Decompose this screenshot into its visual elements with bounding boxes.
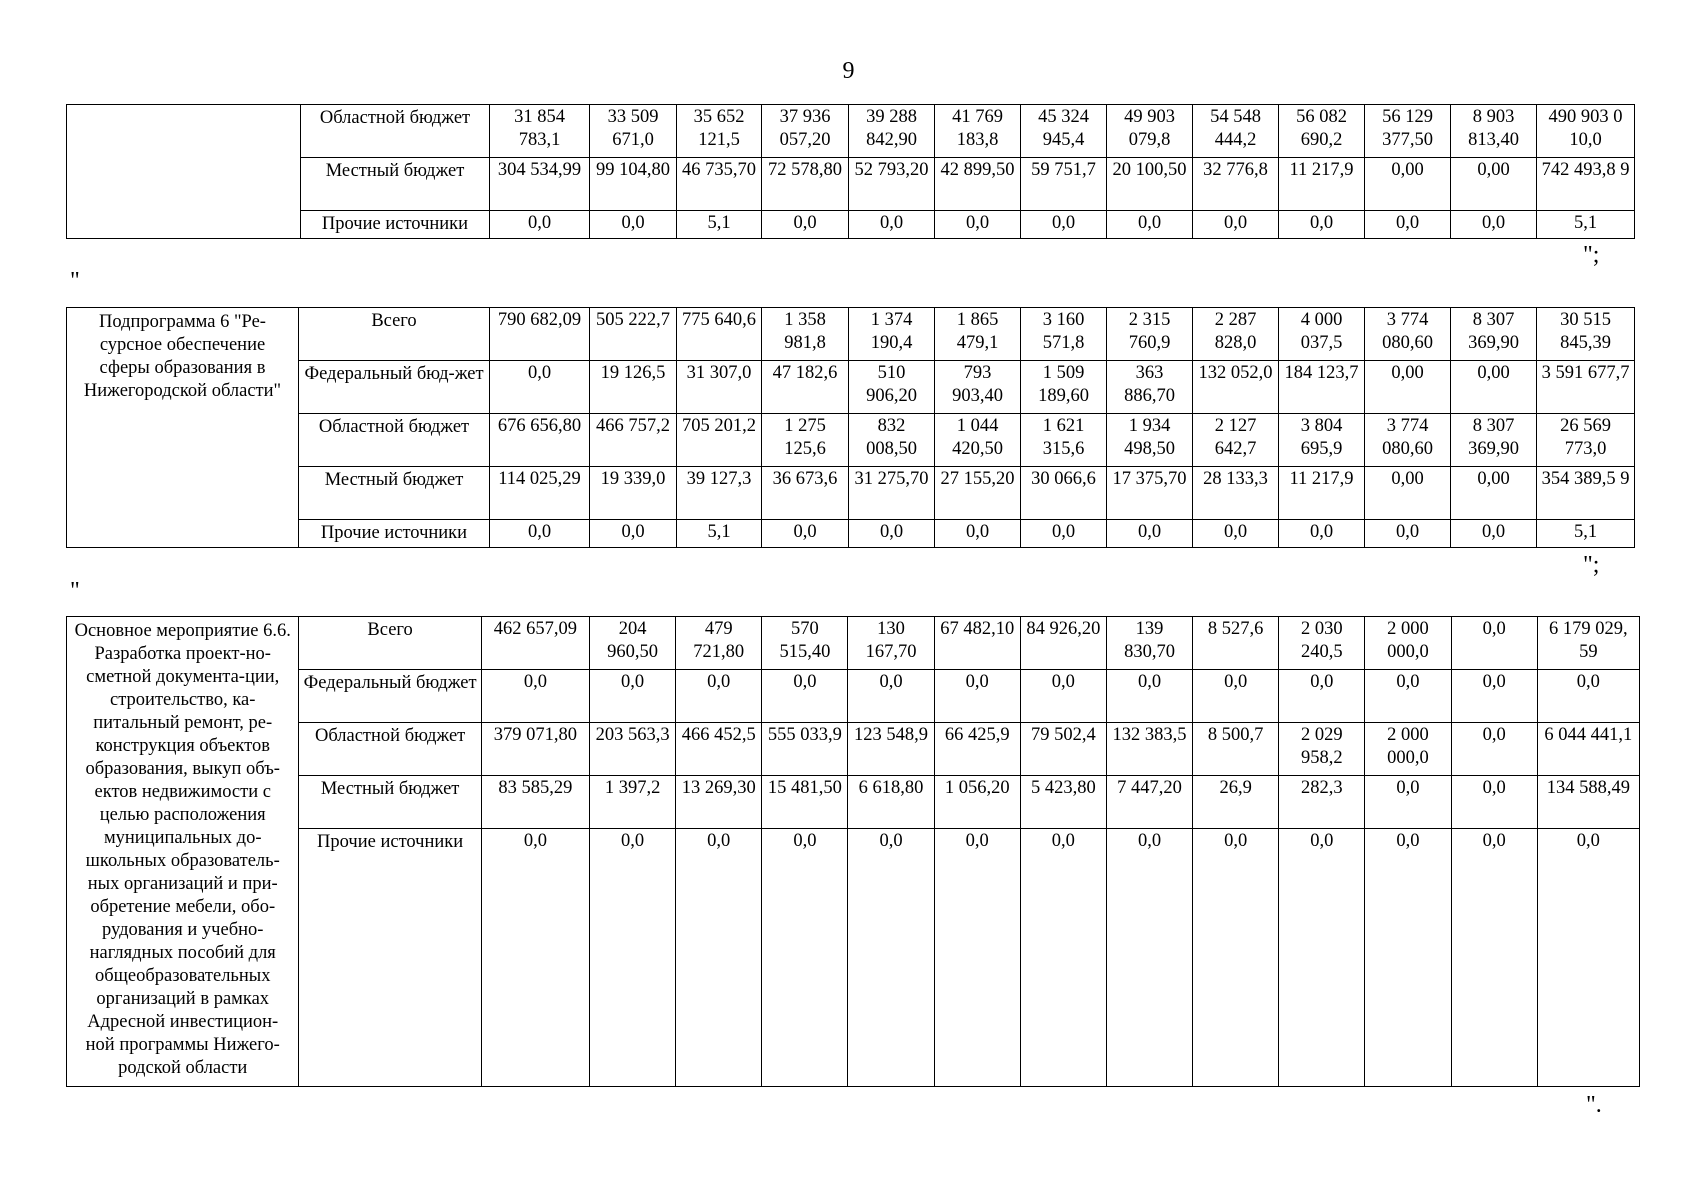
total-value-cell: 26 569 773,0 (1537, 414, 1635, 467)
year-value-cell: 31 854 783,1 (490, 105, 590, 158)
year-value-cell: 0,00 (1451, 158, 1537, 211)
funding-source-cell: Федеральный бюджет (299, 670, 481, 723)
year-value-cell: 0,0 (848, 670, 934, 723)
year-value-cell: 505 222,7 (590, 308, 677, 361)
total-value-cell: 6 044 441,1 (1537, 723, 1639, 776)
year-value-cell: 1 865 479,1 (935, 308, 1021, 361)
total-value-cell: 0,0 (1537, 829, 1639, 1087)
year-value-cell: 2 315 760,9 (1107, 308, 1193, 361)
year-value-cell: 0,0 (1107, 520, 1193, 548)
year-value-cell: 0,0 (849, 520, 935, 548)
year-value-cell: 123 548,9 (848, 723, 934, 776)
year-value-cell: 832 008,50 (849, 414, 935, 467)
year-value-cell: 379 071,80 (481, 723, 589, 776)
year-value-cell: 0,0 (934, 670, 1020, 723)
year-value-cell: 132 052,0 (1193, 361, 1279, 414)
program-name-cell (67, 105, 301, 239)
total-value-cell: 6 179 029, 59 (1537, 617, 1639, 670)
year-value-cell: 5,1 (677, 211, 762, 239)
year-value-cell: 1 374 190,4 (849, 308, 935, 361)
year-value-cell: 3 774 080,60 (1365, 308, 1451, 361)
year-value-cell: 0,0 (1451, 617, 1537, 670)
year-value-cell: 2 000 000,0 (1365, 723, 1451, 776)
year-value-cell: 0,00 (1451, 467, 1537, 520)
year-value-cell: 2 127 642,7 (1193, 414, 1279, 467)
year-value-cell: 676 656,80 (490, 414, 590, 467)
year-value-cell: 46 735,70 (677, 158, 762, 211)
year-value-cell: 0,00 (1365, 158, 1451, 211)
year-value-cell: 31 275,70 (849, 467, 935, 520)
year-value-cell: 8 903 813,40 (1451, 105, 1537, 158)
year-value-cell: 1 056,20 (934, 776, 1020, 829)
total-value-cell: 490 903 0 10,0 (1537, 105, 1635, 158)
year-value-cell: 775 640,6 (677, 308, 762, 361)
year-value-cell: 0,0 (676, 829, 762, 1087)
year-value-cell: 19 126,5 (590, 361, 677, 414)
year-value-cell: 35 652 121,5 (677, 105, 762, 158)
year-value-cell: 0,00 (1451, 361, 1537, 414)
year-value-cell: 0,0 (762, 520, 849, 548)
closing-quote: "; (1583, 242, 1600, 268)
year-value-cell: 8 500,7 (1193, 723, 1279, 776)
table-row (67, 723, 1640, 776)
year-value-cell: 2 030 240,5 (1279, 617, 1365, 670)
year-value-cell: 37 936 057,20 (762, 105, 849, 158)
year-value-cell: 1 934 498,50 (1107, 414, 1193, 467)
year-value-cell: 66 425,9 (934, 723, 1020, 776)
year-value-cell: 184 123,7 (1279, 361, 1365, 414)
table-row (67, 776, 1640, 829)
total-value-cell: 30 515 845,39 (1537, 308, 1635, 361)
table-row (67, 829, 1640, 1087)
year-value-cell: 2 029 958,2 (1279, 723, 1365, 776)
year-value-cell: 1 397,2 (589, 776, 675, 829)
year-value-cell: 0,0 (1020, 829, 1106, 1087)
year-value-cell: 705 201,2 (677, 414, 762, 467)
year-value-cell: 0,0 (1279, 670, 1365, 723)
year-value-cell: 1 621 315,6 (1021, 414, 1107, 467)
table-row (67, 414, 1635, 467)
year-value-cell: 282,3 (1279, 776, 1365, 829)
year-value-cell: 130 167,70 (848, 617, 934, 670)
year-value-cell: 0,0 (1021, 211, 1107, 239)
year-value-cell: 0,0 (1365, 776, 1451, 829)
year-value-cell: 56 129 377,50 (1365, 105, 1451, 158)
funding-source-cell: Прочие источники (301, 211, 490, 239)
financing-table-1 (66, 104, 1635, 239)
year-value-cell: 0,0 (1020, 670, 1106, 723)
table-row (67, 361, 1635, 414)
closing-quote: "; (1583, 552, 1600, 578)
year-value-cell: 0,0 (1451, 211, 1537, 239)
year-value-cell: 0,0 (849, 211, 935, 239)
year-value-cell: 54 548 444,2 (1193, 105, 1279, 158)
year-value-cell: 0,0 (762, 829, 848, 1087)
year-value-cell: 0,0 (490, 520, 590, 548)
table-row (67, 520, 1635, 548)
year-value-cell: 49 903 079,8 (1107, 105, 1193, 158)
year-value-cell: 11 217,9 (1279, 158, 1365, 211)
table-row (67, 617, 1640, 670)
year-value-cell: 0,0 (676, 670, 762, 723)
year-value-cell: 19 339,0 (590, 467, 677, 520)
year-value-cell: 363 886,70 (1107, 361, 1193, 414)
year-value-cell: 0,0 (590, 520, 677, 548)
year-value-cell: 132 383,5 (1106, 723, 1192, 776)
year-value-cell: 555 033,9 (762, 723, 848, 776)
year-value-cell: 0,0 (589, 670, 675, 723)
total-value-cell: 3 591 677,7 (1537, 361, 1635, 414)
year-value-cell: 0,0 (1279, 211, 1365, 239)
year-value-cell: 203 563,3 (589, 723, 675, 776)
total-value-cell: 5,1 (1537, 211, 1635, 239)
year-value-cell: 0,0 (1365, 829, 1451, 1087)
table-row (67, 670, 1640, 723)
year-value-cell: 13 269,30 (676, 776, 762, 829)
year-value-cell: 39 288 842,90 (849, 105, 935, 158)
year-value-cell: 0,0 (1365, 670, 1451, 723)
year-value-cell: 5,1 (677, 520, 762, 548)
table-row (67, 158, 1635, 211)
year-value-cell: 45 324 945,4 (1021, 105, 1107, 158)
year-value-cell: 0,0 (1451, 670, 1537, 723)
year-value-cell: 0,0 (848, 829, 934, 1087)
year-value-cell: 0,0 (1279, 829, 1365, 1087)
year-value-cell: 0,0 (1451, 723, 1537, 776)
year-value-cell: 0,00 (1365, 361, 1451, 414)
year-value-cell: 0,0 (935, 520, 1021, 548)
year-value-cell: 0,0 (1193, 670, 1279, 723)
year-value-cell: 72 578,80 (762, 158, 849, 211)
year-value-cell: 3 160 571,8 (1021, 308, 1107, 361)
program-name-cell: Основное мероприятие 6.6. Разработка проект-но-сметной документа-ции, строительство, ка-питальный ремонт, ре-конструкция объектов образования, выкуп объ-ектов недвижимости с целью расположения муниципальных до-школьных образователь-ных организаций и при-обретение мебели, обо-рудования и учебно-наглядных пособий для общеобразовательных организаций в рамках Адресной инвестицион-ной программы Нижего-родской области (67, 617, 299, 1087)
year-value-cell: 0,0 (1365, 211, 1451, 239)
year-value-cell: 31 307,0 (677, 361, 762, 414)
year-value-cell: 0,0 (1107, 211, 1193, 239)
funding-source-cell: Федеральный бюд-жет (299, 361, 490, 414)
funding-source-cell: Всего (299, 308, 490, 361)
year-value-cell: 33 509 671,0 (590, 105, 677, 158)
total-value-cell: 0,0 (1537, 670, 1639, 723)
year-value-cell: 1 044 420,50 (935, 414, 1021, 467)
closing-quote: ". (1586, 1092, 1602, 1118)
year-value-cell: 0,0 (1193, 829, 1279, 1087)
table-row (67, 467, 1635, 520)
year-value-cell: 42 899,50 (935, 158, 1021, 211)
program-name-cell: Подпрограмма 6 "Ре-сурсное обеспечение сферы образования в Нижегородской области" (67, 308, 299, 548)
year-value-cell: 0,0 (1365, 520, 1451, 548)
year-value-cell: 304 534,99 (490, 158, 590, 211)
year-value-cell: 47 182,6 (762, 361, 849, 414)
year-value-cell: 2 000 000,0 (1365, 617, 1451, 670)
year-value-cell: 510 906,20 (849, 361, 935, 414)
year-value-cell: 30 066,6 (1021, 467, 1107, 520)
total-value-cell: 134 588,49 (1537, 776, 1639, 829)
year-value-cell: 8 527,6 (1193, 617, 1279, 670)
year-value-cell: 0,0 (1106, 670, 1192, 723)
year-value-cell: 0,0 (1451, 829, 1537, 1087)
funding-source-cell: Прочие источники (299, 520, 490, 548)
year-value-cell: 28 133,3 (1193, 467, 1279, 520)
financing-table-3 (66, 616, 1640, 1087)
year-value-cell: 8 307 369,90 (1451, 308, 1537, 361)
year-value-cell: 39 127,3 (677, 467, 762, 520)
funding-source-cell: Местный бюджет (299, 467, 490, 520)
year-value-cell: 67 482,10 (934, 617, 1020, 670)
year-value-cell: 139 830,70 (1106, 617, 1192, 670)
year-value-cell: 7 447,20 (1106, 776, 1192, 829)
year-value-cell: 0,0 (1021, 520, 1107, 548)
year-value-cell: 790 682,09 (490, 308, 590, 361)
funding-source-cell: Всего (299, 617, 481, 670)
year-value-cell: 0,0 (1451, 776, 1537, 829)
year-value-cell: 26,9 (1193, 776, 1279, 829)
funding-source-cell: Областной бюджет (301, 105, 490, 158)
year-value-cell: 83 585,29 (481, 776, 589, 829)
funding-source-cell: Прочие источники (299, 829, 481, 1087)
year-value-cell: 0,0 (1193, 211, 1279, 239)
year-value-cell: 99 104,80 (590, 158, 677, 211)
year-value-cell: 0,0 (1451, 520, 1537, 548)
year-value-cell: 114 025,29 (490, 467, 590, 520)
year-value-cell: 0,0 (481, 829, 589, 1087)
total-value-cell: 5,1 (1537, 520, 1635, 548)
year-value-cell: 0,0 (762, 211, 849, 239)
year-value-cell: 3 804 695,9 (1279, 414, 1365, 467)
year-value-cell: 0,0 (490, 361, 590, 414)
year-value-cell: 1 509 189,60 (1021, 361, 1107, 414)
year-value-cell: 0,0 (1106, 829, 1192, 1087)
funding-source-cell: Местный бюджет (301, 158, 490, 211)
year-value-cell: 570 515,40 (762, 617, 848, 670)
year-value-cell: 59 751,7 (1021, 158, 1107, 211)
year-value-cell: 0,0 (1193, 520, 1279, 548)
year-value-cell: 0,0 (589, 829, 675, 1087)
total-value-cell: 354 389,5 9 (1537, 467, 1635, 520)
year-value-cell: 0,0 (590, 211, 677, 239)
year-value-cell: 4 000 037,5 (1279, 308, 1365, 361)
year-value-cell: 56 082 690,2 (1279, 105, 1365, 158)
year-value-cell: 11 217,9 (1279, 467, 1365, 520)
funding-source-cell: Областной бюджет (299, 414, 490, 467)
year-value-cell: 0,00 (1365, 467, 1451, 520)
year-value-cell: 8 307 369,90 (1451, 414, 1537, 467)
year-value-cell: 1 275 125,6 (762, 414, 849, 467)
year-value-cell: 0,0 (762, 670, 848, 723)
year-value-cell: 17 375,70 (1107, 467, 1193, 520)
table-row (67, 211, 1635, 239)
year-value-cell: 466 757,2 (590, 414, 677, 467)
year-value-cell: 204 960,50 (589, 617, 675, 670)
year-value-cell: 27 155,20 (935, 467, 1021, 520)
year-value-cell: 84 926,20 (1020, 617, 1106, 670)
page-number: 9 (842, 58, 855, 84)
year-value-cell: 479 721,80 (676, 617, 762, 670)
table-row (67, 308, 1635, 361)
year-value-cell: 2 287 828,0 (1193, 308, 1279, 361)
year-value-cell: 41 769 183,8 (935, 105, 1021, 158)
year-value-cell: 32 776,8 (1193, 158, 1279, 211)
year-value-cell: 15 481,50 (762, 776, 848, 829)
year-value-cell: 52 793,20 (849, 158, 935, 211)
year-value-cell: 79 502,4 (1020, 723, 1106, 776)
year-value-cell: 0,0 (481, 670, 589, 723)
total-value-cell: 742 493,8 9 (1537, 158, 1635, 211)
year-value-cell: 36 673,6 (762, 467, 849, 520)
funding-source-cell: Местный бюджет (299, 776, 481, 829)
year-value-cell: 0,0 (490, 211, 590, 239)
year-value-cell: 466 452,5 (676, 723, 762, 776)
year-value-cell: 3 774 080,60 (1365, 414, 1451, 467)
year-value-cell: 462 657,09 (481, 617, 589, 670)
year-value-cell: 1 358 981,8 (762, 308, 849, 361)
financing-table-2 (66, 307, 1635, 548)
year-value-cell: 6 618,80 (848, 776, 934, 829)
year-value-cell: 5 423,80 (1020, 776, 1106, 829)
opening-quote: " (70, 578, 80, 604)
year-value-cell: 0,0 (934, 829, 1020, 1087)
table-row (67, 105, 1635, 158)
year-value-cell: 0,0 (935, 211, 1021, 239)
opening-quote: " (70, 268, 80, 294)
year-value-cell: 0,0 (1279, 520, 1365, 548)
funding-source-cell: Областной бюджет (299, 723, 481, 776)
year-value-cell: 20 100,50 (1107, 158, 1193, 211)
year-value-cell: 793 903,40 (935, 361, 1021, 414)
